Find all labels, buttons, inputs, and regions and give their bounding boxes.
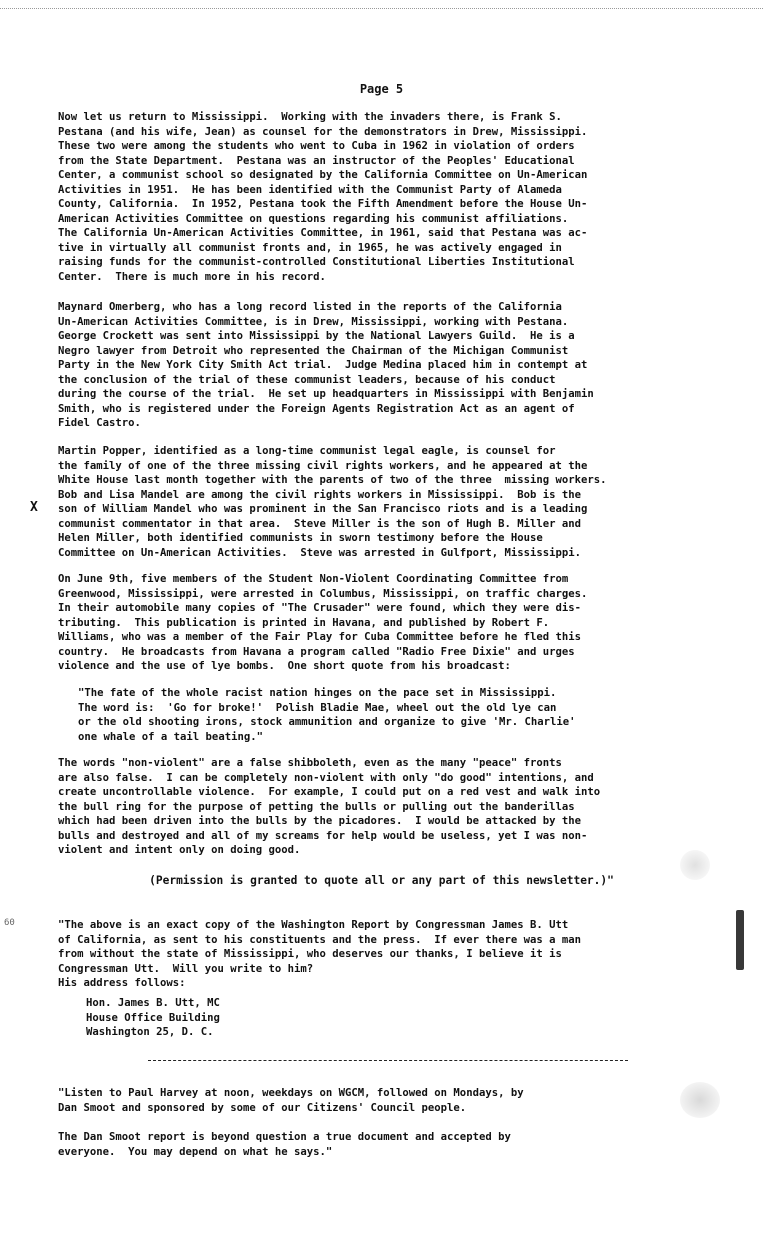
address-block: Hon. James B. Utt, MC House Office Building Washington 25, D. C. [86, 997, 220, 1038]
permission-note: (Permission is granted to quote all or any part of this newsletter.)" [149, 874, 614, 887]
paragraph-harvey: "Listen to Paul Harvey at noon, weekdays on WGCM, followed on Mondays, by Dan Smoot and sponsored by some of our Citizens' Council people. [58, 1087, 524, 1114]
paragraph-utt: "The above is an exact copy of the Washington Report by Congressman James B. Utt of California, as sent to his constituents and the press. If ever there was a man from without the state of Mississippi, who deserves our thanks, I believe it is Congressman Utt. Will you write to him? His address follows: [58, 919, 581, 989]
scan-edge-bar [736, 910, 744, 970]
paragraph-pestana: Now let us return to Mississippi. Working with the invaders there, is Frank S. Pestana (and his wife, Jean) as counsel for the demonstrators in Drew, Mississippi. These two were among the students who went to Cuba in 1962 in violation of orders from the State Department. Pestana was an instructor of the Peoples' Educational Center, a communist school so designated by the California Committee on Un-American Activities in 1951. He has been identified with the Communist Party of Alameda County, California. In 1952, Pestana took the Fifth Amendment before the House Un- American Activities Committee on questions regarding his communist affiliations. The California Un-American Activities Committee, in 1961, said that Pestana was ac- tive in virtually all communist fronts and, in 1965, he was actively engaged in raising funds for the communist-controlled Constitutional Liberties Institutional Center. There is much more in his record. [58, 111, 588, 283]
paragraph-sncc: On June 9th, five members of the Student Non-Violent Coordinating Committee from Greenwood, Mississippi, were arrested in Columbus, Mississippi, on traffic charges. In their automobile many copies of "The Crusader" were found, which they were dis- tributing. This publication is printed in Havana, and published by Robert F. Williams, who was a member of the Fair Play for Cuba Committee before he fled this country. He broadcasts from Havana a program called "Radio Free Dixie" and urges violence and the use of lye bombs. One short quote from his broadcast: [58, 573, 588, 672]
paragraph-smoot: The Dan Smoot report is beyond question a true document and accepted by everyone. You may depend on what he says." [58, 1131, 511, 1158]
quote-broadcast: "The fate of the whole racist nation hinges on the pace set in Mississippi. The word is: 'Go for broke!' Polish Bladie Mae, wheel out the old lye can or the old shooting irons, stock ammunition and organize to give 'Mr. Charlie' one whale of a tail beating." [78, 687, 576, 743]
edge-mark: 60 [4, 918, 15, 928]
page-number: Page 5 [359, 82, 404, 96]
margin-x-mark: X [30, 500, 38, 515]
paragraph-non-violent: The words "non-violent" are a false shibboleth, even as the many "peace" fronts are also false. I can be completely non-violent with only "do good" intentions, and create uncontrollable violence. For example, I could put on a red vest and walk into the bull ring for the purpose of petting the bulls or pulling out the banderillas which had been driven into the bulls by the picadores. I would be attacked by the bulls and destroyed and all of my screams for help would be useless, yet I was non- violent and intent only on doing good. [58, 757, 601, 856]
dashed-separator [148, 1060, 628, 1061]
paragraph-popper: Martin Popper, identified as a long-time communist legal eagle, is counsel for the family of one of the three missing civil rights workers, and he appeared at the White House last month together with the parents of two of the three missing workers. Bob and Lisa Mandel are among the civil rights workers in Mississippi. Bob is the son of William Mandel who was prominent in the San Francisco riots and is a leading communist commentator in that area. Steve Miller is the son of Hugh B. Miller and Helen Miller, both identified communists in sworn testimony before the House Committee on Un-American Activities. Steve was arrested in Gulfport, Mississippi. [58, 445, 607, 559]
top-rule [0, 8, 763, 9]
scan-smudge [680, 1082, 720, 1118]
paragraph-omerberg: Maynard Omerberg, who has a long record listed in the reports of the California Un-American Activities Committee, is in Drew, Mississippi, working with Pestana. George Crockett was sent into Mississippi by the National Lawyers Guild. He is a Negro lawyer from Detroit who represented the Chairman of the Michigan Communist Party in the New York City Smith Act trial. Judge Medina placed him in contempt at the conclusion of the trial of these communist leaders, because of his conduct during the course of the trial. He set up headquarters in Mississippi with Benjamin Smith, who is registered under the Foreign Agents Registration Act as an agent of Fidel Castro. [58, 301, 594, 429]
scan-smudge [680, 850, 710, 880]
